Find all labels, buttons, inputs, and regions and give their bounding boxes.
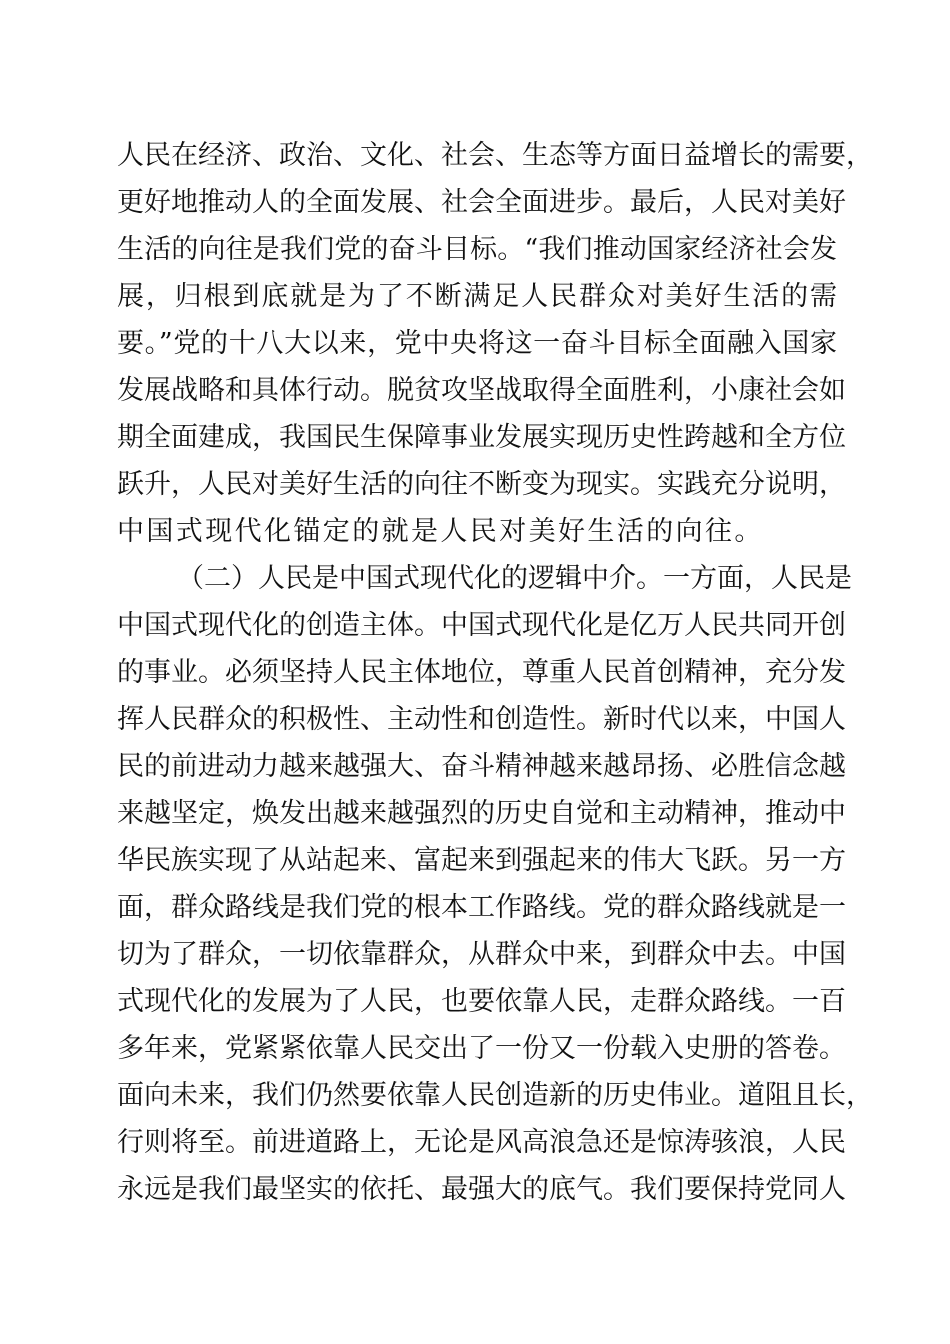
paragraph-2-line-4: 挥人民群众的积极性、主动性和创造性。新时代以来，中国人 xyxy=(117,704,846,735)
paragraph-2-line-11: 多年来，党紧紧依靠人民交出了一份又一份载入史册的答卷。 xyxy=(117,1033,846,1064)
paragraph-2-line-12: 面向未来，我们仍然要依靠人民创造新的历史伟业。道阻且长， xyxy=(117,1080,873,1111)
paragraph-2-line-5: 民的前进动力越来越强大、奋斗精神越来越昂扬、必胜信念越 xyxy=(117,751,846,782)
paragraph-2-line-8: 面，群众路线是我们党的根本工作路线。党的群众路线就是一 xyxy=(117,892,846,923)
paragraph-1-line-2: 更好地推动人的全面发展、社会全面进步。最后，人民对美好 xyxy=(117,187,846,218)
paragraph-2-line-1-rest: 一方面，人民是 xyxy=(663,563,852,594)
paragraph-2-line-3: 的事业。必须坚持人民主体地位，尊重人民首创精神，充分发 xyxy=(117,657,846,688)
paragraph-2-line-13: 行则将至。前进道路上，无论是风高浪急还是惊涛骇浪，人民 xyxy=(117,1127,846,1158)
paragraph-1-line-1: 人民在经济、政治、文化、社会、生态等方面日益增长的需要， xyxy=(117,140,873,171)
paragraph-1-line-3: 生活的向往是我们党的奋斗目标。“我们推动国家经济社会发 xyxy=(117,234,837,265)
paragraph-2-line-10: 式现代化的发展为了人民，也要依靠人民，走群众路线。一百 xyxy=(117,986,846,1017)
paragraph-2-line-7: 华民族实现了从站起来、富起来到强起来的伟大飞跃。另一方 xyxy=(117,845,846,876)
paragraph-1-line-7: 期全面建成，我国民生保障事业发展实现历史性跨越和全方位 xyxy=(117,422,846,453)
section-heading: （二）人民是中国式现代化的逻辑中介。 xyxy=(177,563,663,594)
paragraph-1-line-6: 发展战略和具体行动。脱贫攻坚战取得全面胜利，小康社会如 xyxy=(117,375,846,406)
paragraph-1-line-4: 展，归根到底就是为了不断满足人民群众对美好生活的需 xyxy=(117,281,837,312)
paragraph-2-line-14: 永远是我们最坚实的依托、最强大的底气。我们要保持党同人 xyxy=(117,1174,846,1205)
paragraph-1-line-5: 要。”党的十八大以来，党中央将这一奋斗目标全面融入国家 xyxy=(117,328,837,359)
paragraph-1-line-9: 中国式现代化锚定的就是人民对美好生活的向往。 xyxy=(117,516,764,547)
paragraph-2-line-9: 切为了群众，一切依靠群众，从群众中来，到群众中去。中国 xyxy=(117,939,846,970)
paragraph-1-line-8: 跃升，人民对美好生活的向往不断变为现实。实践充分说明， xyxy=(117,469,846,500)
paragraph-2-line-6: 来越坚定，焕发出越来越强烈的历史自觉和主动精神，推动中 xyxy=(117,798,846,829)
paragraph-2-line-1 xyxy=(117,562,852,596)
paragraph-2-line-2: 中国式现代化的创造主体。中国式现代化是亿万人民共同开创 xyxy=(117,610,846,641)
